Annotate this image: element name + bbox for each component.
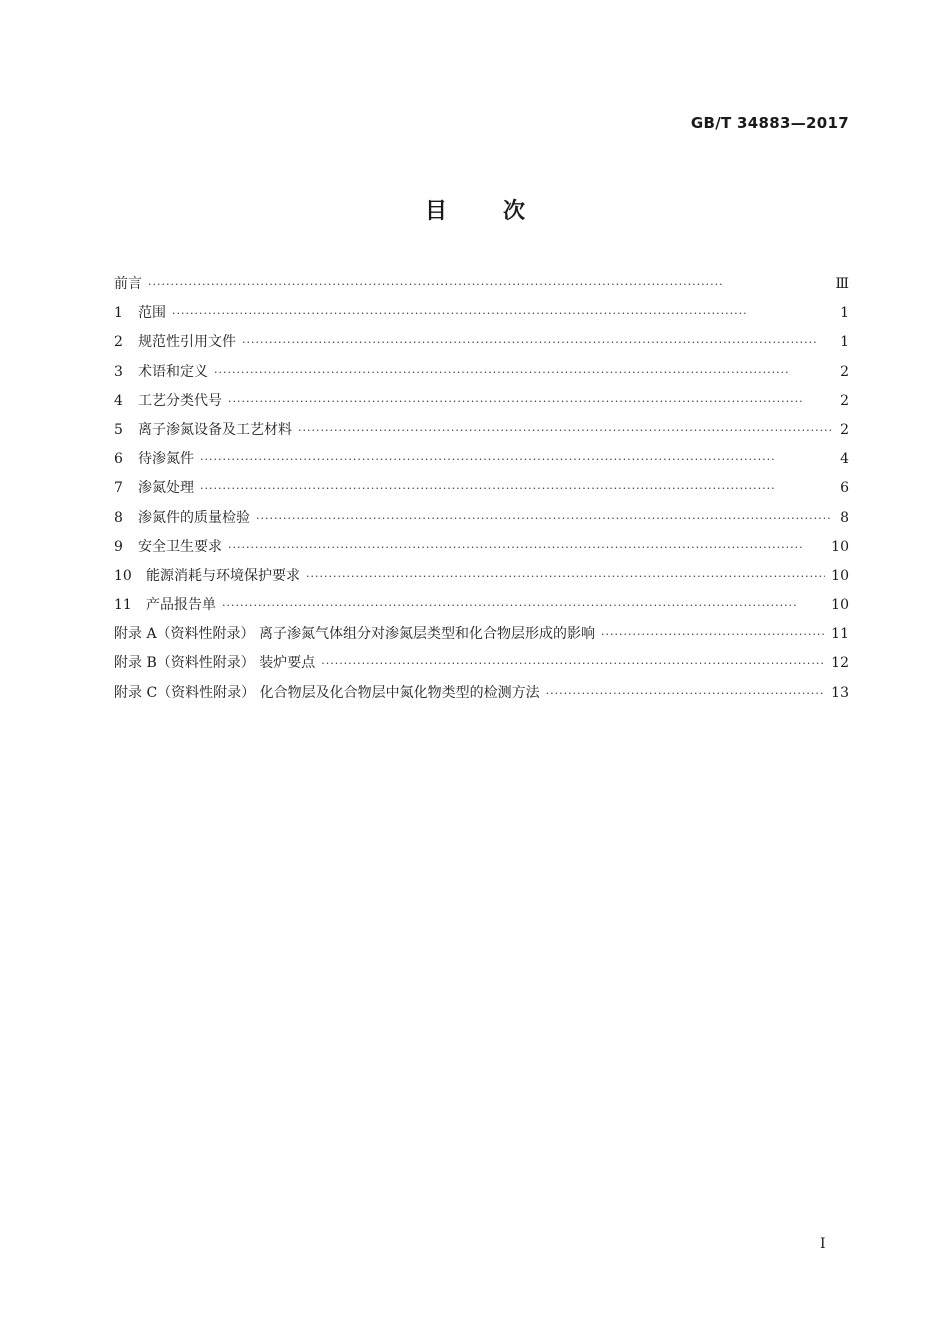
toc-entry-4[interactable] xyxy=(114,387,849,416)
toc-label: 附录 A（资料性附录） 离子渗氮气体组分对渗氮层类型和化合物层形成的影响 xyxy=(114,626,596,643)
toc-page: 1 xyxy=(840,334,849,351)
toc-leader xyxy=(298,416,833,445)
toc-leader xyxy=(546,679,826,708)
toc-number: 2 xyxy=(114,334,123,351)
toc-leader xyxy=(172,299,833,328)
toc-page: 2 xyxy=(840,392,849,409)
toc-entry-10[interactable] xyxy=(114,562,849,591)
toc-label: 附录 B（资料性附录） 装炉要点 xyxy=(114,655,316,672)
toc-entry-11[interactable] xyxy=(114,591,849,620)
toc-entry-8[interactable] xyxy=(114,504,849,533)
toc-label: 离子渗氮设备及工艺材料 xyxy=(138,421,292,438)
toc-entry-9[interactable] xyxy=(114,533,849,562)
title-char-2: 次 xyxy=(503,199,526,224)
toc-entry-annex-c[interactable] xyxy=(114,679,849,708)
toc-leader xyxy=(222,591,825,620)
table-of-contents xyxy=(114,270,849,708)
toc-number: 11 xyxy=(114,597,132,614)
toc-leader xyxy=(242,328,833,357)
toc-entry-7[interactable] xyxy=(114,474,849,503)
toc-leader xyxy=(200,474,833,503)
toc-number: 7 xyxy=(114,480,123,497)
toc-page: 10 xyxy=(831,567,849,584)
toc-leader xyxy=(228,387,833,416)
toc-page: 10 xyxy=(831,538,849,555)
toc-label: 安全卫生要求 xyxy=(138,538,222,555)
standard-code: GB/T 34883—2017 xyxy=(690,114,849,132)
toc-label: 附录 C（资料性附录） 化合物层及化合物层中氮化物类型的检测方法 xyxy=(114,684,540,701)
toc-number: 8 xyxy=(114,509,123,526)
toc-label: 前言 xyxy=(114,276,142,292)
toc-page: 6 xyxy=(840,480,849,497)
page-title xyxy=(0,194,950,225)
toc-page: 2 xyxy=(840,421,849,438)
toc-page: 8 xyxy=(840,509,849,526)
page-number: I xyxy=(820,1236,826,1252)
toc-page: 13 xyxy=(831,684,849,701)
toc-label: 待渗氮件 xyxy=(138,451,194,468)
toc-label: 能源消耗与环境保护要求 xyxy=(146,567,300,584)
toc-page: 12 xyxy=(831,655,849,672)
toc-leader xyxy=(228,533,825,562)
toc-number: 5 xyxy=(114,421,123,438)
toc-entry-annex-b[interactable] xyxy=(114,649,849,678)
toc-label: 范围 xyxy=(138,305,166,322)
toc-page: Ⅲ xyxy=(835,276,849,292)
toc-number: 9 xyxy=(114,538,123,555)
toc-leader xyxy=(321,649,825,678)
toc-leader xyxy=(200,445,833,474)
toc-entry-3[interactable] xyxy=(114,358,849,387)
toc-number: 1 xyxy=(114,305,123,322)
toc-entry-6[interactable] xyxy=(114,445,849,474)
toc-number: 3 xyxy=(114,363,123,380)
toc-leader xyxy=(306,562,825,591)
toc-entry-1[interactable] xyxy=(114,299,849,328)
toc-leader xyxy=(148,270,829,299)
toc-label: 渗氮件的质量检验 xyxy=(138,509,250,526)
toc-number: 10 xyxy=(114,567,132,584)
toc-page: 4 xyxy=(840,451,849,468)
toc-leader xyxy=(256,504,833,533)
title-char-1: 目 xyxy=(424,199,447,224)
toc-page: 2 xyxy=(840,363,849,380)
toc-entry-annex-a[interactable] xyxy=(114,620,849,649)
toc-leader xyxy=(601,620,825,649)
toc-label: 工艺分类代号 xyxy=(138,392,222,409)
toc-entry-foreword[interactable] xyxy=(114,270,849,299)
toc-entry-5[interactable] xyxy=(114,416,849,445)
toc-page: 11 xyxy=(831,626,849,643)
toc-label: 产品报告单 xyxy=(146,597,216,614)
toc-number: 4 xyxy=(114,392,123,409)
toc-label: 规范性引用文件 xyxy=(138,334,236,351)
toc-label: 渗氮处理 xyxy=(138,480,194,497)
toc-page: 10 xyxy=(831,597,849,614)
toc-label: 术语和定义 xyxy=(138,363,208,380)
toc-entry-2[interactable] xyxy=(114,328,849,357)
toc-number: 6 xyxy=(114,451,123,468)
toc-leader xyxy=(214,358,833,387)
toc-page: 1 xyxy=(840,305,849,322)
